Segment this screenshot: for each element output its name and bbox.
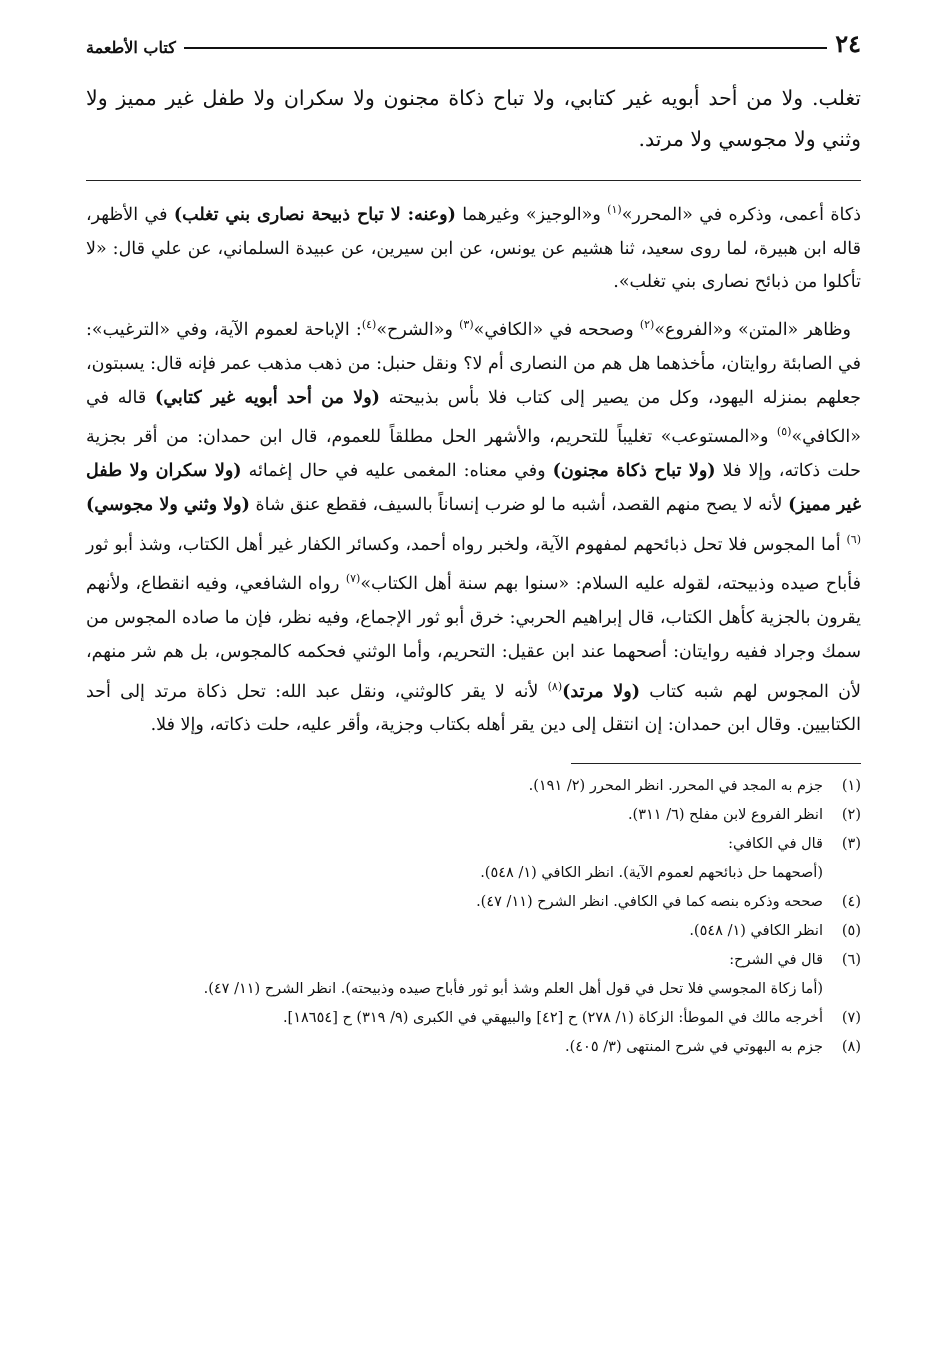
footnote-item — [86, 1033, 861, 1062]
running-title: كتاب الأطعمة — [86, 38, 176, 57]
page-header — [86, 22, 861, 56]
matn-quote: (وعنه: لا تباح ذبيحة نصارى بني تغلب) — [173, 204, 456, 225]
matn-quote: (ولا سكران ولا طفل غير مميز) — [86, 461, 861, 515]
footnote-number: (٧) — [841, 1009, 861, 1026]
commentary-text: و«المستوعب» تغليباً للتحريم، والأشهر الحل مطلقاً للعموم، قال ابن حمدان: من أقر بجزية حلت ذكاته، وإلا فلا — [86, 427, 861, 482]
commentary-text: في الأظهر، قاله ابن هبيرة، لما روى سعيد، ثنا هشيم عن يونس، عن ابن سيرين، عن عبيدة السلماني، عن علي قال: «لا تأكلوا من ذبائح نصارى بني تغلب». — [86, 204, 861, 293]
matn-quote: (ولا وثني ولا مجوسي) — [86, 494, 250, 515]
footnote-text — [86, 801, 823, 830]
footnote-line: جزم به البهوتي في شرح المنتهى (٣/ ٤٠٥). — [564, 1038, 823, 1055]
commentary-paragraph-2 — [86, 308, 861, 743]
footnote-text — [86, 946, 823, 1004]
commentary-text: وفي معناه: المغمى عليه في حال إغمائه — [241, 461, 553, 482]
footnote-item — [86, 830, 861, 888]
page-number: ٢٤ — [835, 29, 861, 58]
footnote-ref: (٥) — [776, 425, 792, 439]
footnote-ref: (٦) — [846, 532, 861, 546]
footnote-line: انظر الفروع لابن مفلح (٦/ ٣١١). — [627, 806, 823, 823]
commentary-text: قاله في «الكافي» — [86, 387, 861, 448]
footnote-line: قال في الشرح: — [729, 951, 823, 968]
commentary-text: و«الوجيز» وغيرهما — [455, 204, 608, 225]
commentary-text: رواه الشافعي، وفيه انقطاع، ولأنهم يقرون بالجزية كأهل الكتاب، قال إبراهيم الحربي: خرق أبو ثور الإجماع، وفيه نظر، فإن ما صاده المجوس من سمك وجراد ففيه روايتان: أصحهما عند ابن عقيل: التحريم، وأما الوثني فحكمه كالمجوس، بل هم شر منهم، لأن المجوس لهم شبه كتاب — [86, 574, 862, 702]
footnote-number: (١) — [841, 777, 861, 794]
footnote-line: أخرجه مالك في الموطأ: الزكاة (١/ ٢٧٨) ح [٤٢] والبيهقي في الكبرى (٩/ ٣١٩) ح [١٨٦٥٤]. — [282, 1009, 823, 1026]
footnote-ref: (٣) — [459, 318, 474, 332]
footnotes — [86, 772, 861, 1062]
footnote-ref: (٨) — [547, 679, 563, 693]
footnote-text — [86, 1033, 823, 1062]
commentary — [86, 193, 861, 743]
footnote-text — [86, 772, 823, 801]
commentary-text: و«الشرح» — [376, 320, 460, 341]
footnote-line: انظر الكافي (١/ ٥٤٨). — [689, 922, 823, 939]
footnote-line: صححه وذكره بنصه كما في الكافي. انظر الشرح (١١/ ٤٧). — [476, 893, 823, 910]
footnote-number: (٢) — [841, 806, 861, 823]
commentary-text: وصححه في «الكافي» — [473, 320, 640, 341]
commentary-paragraph-1 — [86, 193, 861, 300]
footnote-ref: (٧) — [345, 572, 361, 586]
footnote-text — [86, 1004, 823, 1033]
footnote-number: (٣) — [841, 835, 861, 852]
commentary-text: لأنه لا يصح منهم القصد، أشبه ما لو ضرب إنساناً بالسيف، فقطع عنق شاة — [249, 494, 789, 515]
footnote-separator — [571, 763, 861, 764]
footnote-number: (٦) — [841, 951, 861, 968]
header-rule — [184, 47, 827, 49]
matn-quote: (ولا مرتد) — [562, 681, 641, 702]
matn-separator — [86, 180, 861, 181]
matn-quote: (ولا تباح ذكاة مجنون) — [552, 461, 716, 482]
footnote-text — [86, 888, 823, 917]
footnote-item — [86, 888, 861, 917]
footnote-number: (٨) — [841, 1038, 861, 1055]
footnote-item — [86, 801, 861, 830]
footnote-line: (أصحهما حل ذبائحهم لعموم الآية). انظر الكافي (١/ ٥٤٨). — [480, 864, 823, 881]
footnote-line: (أما زكاة المجوسي فلا تحل في قول أهل العلم وشذ أبو ثور فأباح صيده وذبيحته). انظر الشرح (١١/ ٤٧). — [203, 980, 823, 997]
commentary-text: لأنه لا يقر كالوثني، ونقل عبد الله: تحل ذكاة مرتد إلى أحد الكتابيين. وقال ابن حمدان: إن انتقل إلى دين يقر أهله بكتاب وجزية، وأقر عليه، حلت ذكاته، وإلا فلا. — [86, 681, 861, 736]
footnote-ref: (١) — [607, 203, 622, 216]
commentary-text: أما المجوس فلا تحل ذبائحهم لمفهوم الآية، ولخبر رواه أحمد، وكسائر الكفار غير أهل الكتاب، وشذ أبو ثور فأباح صيده وذبيحته، لقوله عليه السلام: «سنوا بهم سنة أهل الكتاب» — [86, 534, 861, 595]
matn-quote: (ولا من أحد أبويه غير كتابي) — [155, 387, 380, 408]
footnote-line: قال في الكافي: — [728, 835, 823, 852]
footnote-text — [86, 917, 823, 946]
footnote-item — [86, 1004, 861, 1033]
footnote-item — [86, 917, 861, 946]
footnote-item — [86, 772, 861, 801]
commentary-text: ذكاة أعمى، وذكره في «المحرر» — [621, 204, 862, 225]
footnote-number: (٤) — [841, 893, 861, 910]
commentary-text: وظاهر «المتن» و«الفروع» — [654, 320, 852, 341]
footnote-item — [86, 946, 861, 1004]
footnote-line: جزم به المجد في المحرر. انظر المحرر (٢/ ١٩١). — [528, 777, 823, 794]
book-page — [86, 22, 861, 1062]
footnote-text — [86, 830, 823, 888]
footnote-number: (٥) — [841, 922, 861, 939]
footnote-ref: (٤) — [361, 318, 377, 332]
commentary-text: : الإباحة لعموم الآية، وفي «الترغيب»: في الصابئة روايتان، مأخذهما هل هم من النصارى أم لا؟ ونقل حنبل: من ذهب مذهب عمر فإنه قال: يسبتون، جعلهم بمنزله اليهود، وكل من يصير إلى كتاب فلا بأس بذبيحته — [86, 320, 861, 408]
footnote-ref: (٢) — [639, 318, 655, 332]
matn-text: تغلب. ولا من أحد أبويه غير كتابي، ولا تباح ذكاة مجنون ولا سكران ولا طفل غير مميز ولا وثني ولا مجوسي ولا مرتد. — [86, 86, 861, 151]
